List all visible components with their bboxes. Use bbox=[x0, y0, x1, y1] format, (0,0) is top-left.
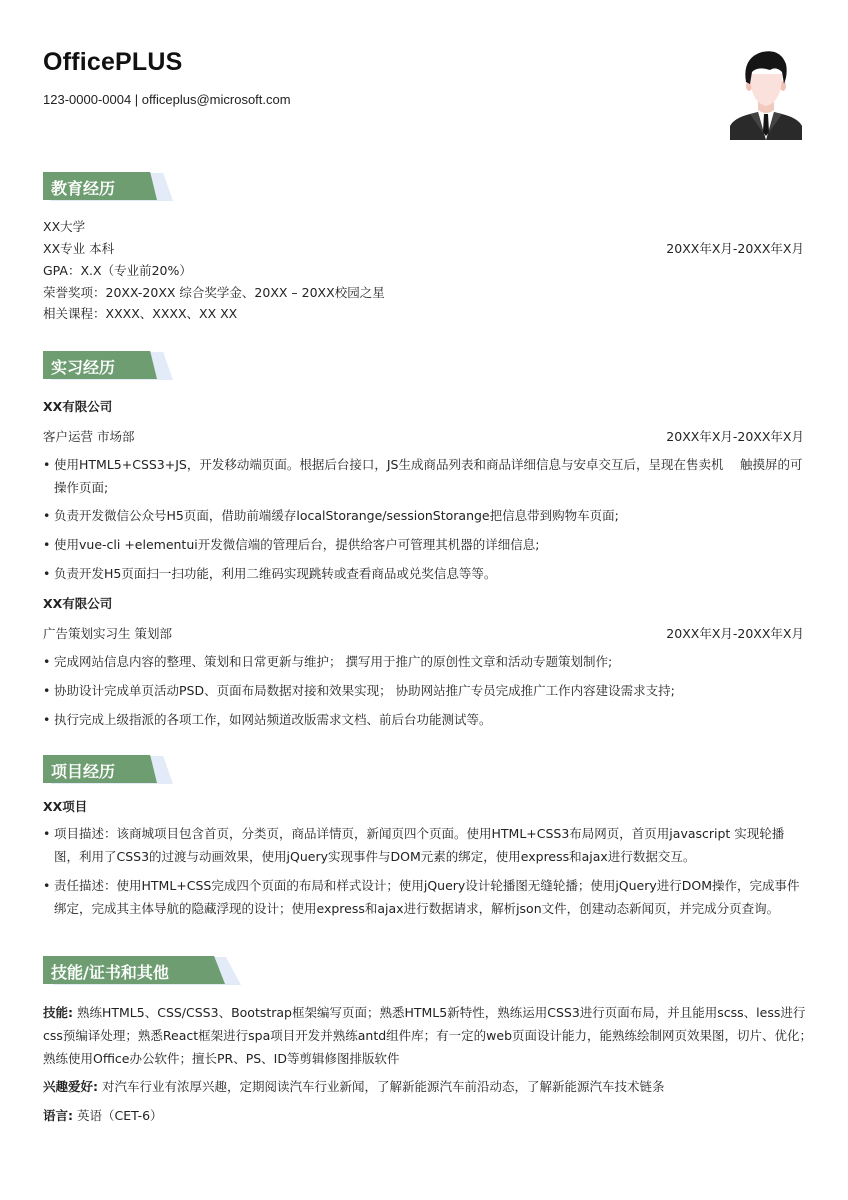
candidate-name: OfficePLUS bbox=[43, 48, 183, 76]
job-bullet: • 使用HTML5+CSS3+JS，开发移动端页面。根据后台接口，JS生成商品列表和商品详细信息与安卓交互后，呈现在售卖机 触摸屏的可操作页面; bbox=[43, 453, 805, 499]
section-label: 技能/证书和其他 bbox=[51, 963, 169, 982]
gpa: GPA：X.X（专业前20%） bbox=[43, 263, 192, 278]
skills-text: 熟练HTML5、CSS/CSS3、Bootstrap框架编写页面；熟悉HTML5新特性，熟练运用CSS3进行页面布局，并且能用scss、less进行css预编译处理；熟悉React框架进行spa项目开发并熟练antd组件库；有一定的web页面设计能力，能熟练绘制网页效果图，切片、优化；熟练使用Office办公软件；擅长PR、PS、ID等剪辑修图排版软件 bbox=[43, 1005, 813, 1066]
section-title-projects bbox=[43, 755, 173, 783]
avatar-photo bbox=[728, 44, 804, 140]
project-bullet: • 项目描述：该商城项目包含首页，分类页，商品详情页，新闻页四个页面。使用HTML+CSS3布局网页，首页用javascript 实现轮播图，利用了CSS3的过渡与动画效果，使用jQuery实现事件与DOM元素的绑定，使用express和ajax进行数据交互。 bbox=[43, 822, 805, 868]
honors: 荣誉奖项：20XX-20XX 综合奖学金、20XX – 20XX校园之星 bbox=[43, 285, 385, 300]
language-label: 语言: bbox=[43, 1108, 73, 1123]
section-title-skills bbox=[43, 956, 243, 984]
job-role: 广告策划实习生 策划部 bbox=[43, 626, 172, 641]
education-date: 20XX年X月-20XX年X月 bbox=[666, 241, 804, 256]
section-label: 教育经历 bbox=[51, 179, 116, 198]
skills-paragraph bbox=[43, 1001, 813, 1070]
major-degree: XX专业 本科 bbox=[43, 241, 115, 256]
language-text: 英语（CET-6） bbox=[73, 1108, 163, 1123]
hobby-label: 兴趣爱好: bbox=[43, 1079, 98, 1094]
job-date: 20XX年X月-20XX年X月 bbox=[666, 626, 804, 641]
contact-info: 123-0000-0004 | officeplus@microsoft.com bbox=[43, 92, 291, 107]
job-bullet: • 完成网站信息内容的整理、策划和日常更新与维护； 撰写用于推广的原创性文章和活动专题策划制作; bbox=[43, 650, 805, 673]
school-name: XX大学 bbox=[43, 219, 86, 234]
section-title-internship bbox=[43, 351, 173, 379]
hobby-text: 对汽车行业有浓厚兴趣，定期阅读汽车行业新闻，了解新能源汽车前沿动态，了解新能源汽车技术链条 bbox=[98, 1079, 665, 1094]
skills-label: 技能: bbox=[43, 1005, 73, 1020]
job-bullet: • 负责开发H5页面扫一扫功能，利用二维码实现跳转或查看商品或兑奖信息等等。 bbox=[43, 562, 805, 585]
job-bullet: • 负责开发微信公众号H5页面，借助前端缓存localStorange/sessionStorange把信息带到购物车页面; bbox=[43, 504, 805, 527]
section-label: 项目经历 bbox=[51, 762, 116, 781]
company-name: XX有限公司 bbox=[43, 399, 113, 414]
job-date: 20XX年X月-20XX年X月 bbox=[666, 429, 804, 444]
language-paragraph bbox=[43, 1104, 813, 1127]
courses: 相关课程：XXXX、XXXX、XX XX bbox=[43, 306, 238, 321]
hobby-paragraph bbox=[43, 1075, 813, 1098]
section-title-education bbox=[43, 172, 173, 200]
section-label: 实习经历 bbox=[51, 358, 116, 377]
job-bullet: • 使用vue-cli +elementui开发微信端的管理后台，提供给客户可管理其机器的详细信息; bbox=[43, 533, 805, 556]
job-bullet: • 协助设计完成单页活动PSD、页面布局数据对接和效果实现； 协助网站推广专员完成推广工作内容建设需求支持; bbox=[43, 679, 805, 702]
project-bullet: • 责任描述：使用HTML+CSS完成四个页面的布局和样式设计；使用jQuery设计轮播图无缝轮播；使用jQuery进行DOM操作，完成事件绑定，完成其主体导航的隐藏浮现的设计；使用express和ajax进行数据请求，解析json文件，创建动态新闻页，并完成分页查询。 bbox=[43, 874, 805, 920]
company-name: XX有限公司 bbox=[43, 596, 113, 611]
job-role: 客户运营 市场部 bbox=[43, 429, 135, 444]
job-bullet: • 执行完成上级指派的各项工作，如网站频道改版需求文档、前后台功能测试等。 bbox=[43, 708, 805, 731]
project-name: XX项目 bbox=[43, 799, 88, 814]
